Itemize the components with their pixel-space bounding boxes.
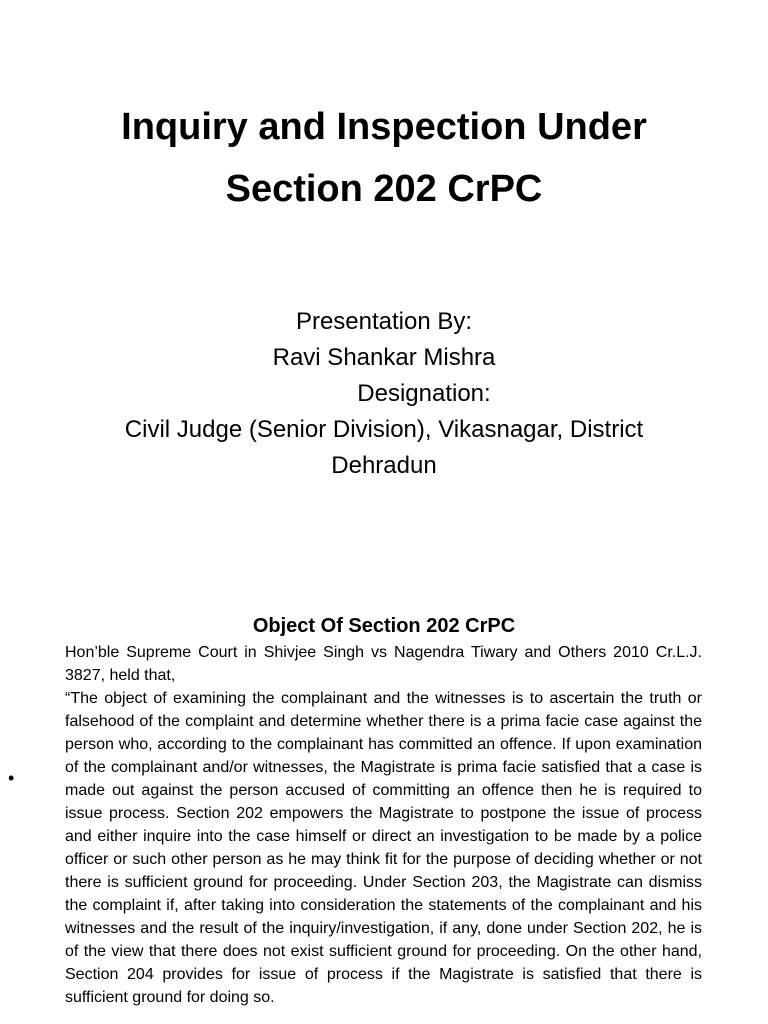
intro-paragraph: Hon’ble Supreme Court in Shivjee Singh vs Nagendra Tiwary and Others 2010 Cr.L.J. 3827, held that, (65, 644, 702, 684)
quote-paragraph: “The object of examining the complainant and the witnesses is to ascertain the truth or falsehood of the complaint and determine whether there is a prima facie case against the person who, according to the complainant has committed an offence. If upon examination of the complainant and/or witnesses, the Magistrate is prima facie satisfied that a case is made out against the person accused of committing an offence then he is required to issue process. Section 202 empowers the Magistrate to postpone the issue of process and either inquire into the case himself or direct an investigation to be made by a police officer or such other person as he may think fit for the purpose of deciding whether or not there is sufficient ground for proceeding. Under Section 203, the Magistrate can dismiss the complaint if, after taking into consideration the statements of the complainant and his witnesses and the result of the inquiry/investigation, if any, done under Section 202, he is of the view that there does not exist sufficient ground for proceeding. On the other hand, Section 204 provides for issue of process if the Magistrate is satisfied that there is sufficient ground for doing so. (65, 690, 702, 1006)
designation-line-1: Civil Judge (Senior Division), Vikasnagar, District (124, 416, 644, 443)
designation-label: Designation: (357, 380, 491, 407)
body-text (65, 641, 702, 1009)
designation-line-2: Dehradun (331, 452, 437, 479)
slide-heading: Object Of Section 202 CrPC (252, 615, 516, 637)
presentation-by-label: Presentation By: (295, 308, 473, 335)
title-line-2: Section 202 CrPC (225, 168, 543, 210)
presentation-title (40, 96, 728, 220)
title-line-1: Inquiry and Inspection Under (121, 106, 647, 148)
presenter-block (40, 304, 728, 484)
presenter-name: Ravi Shankar Mishra (272, 344, 496, 371)
object-slide (0, 600, 768, 1024)
bullet-marker: • (8, 768, 15, 788)
